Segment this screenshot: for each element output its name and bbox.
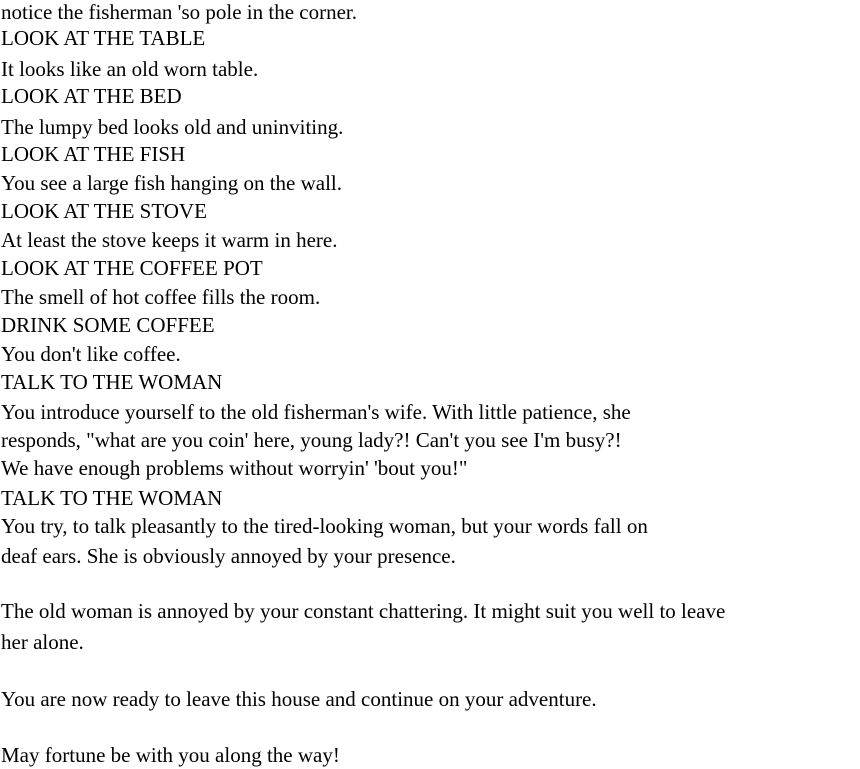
command-line: LOOK AT THE COFFEE POT bbox=[1, 256, 263, 280]
command-line: LOOK AT THE TABLE bbox=[1, 26, 206, 50]
narration-line: At least the stove keeps it warm in here. bbox=[1, 228, 338, 252]
narration-line: The smell of hot coffee fills the room. bbox=[1, 285, 321, 309]
command-line: LOOK AT THE STOVE bbox=[1, 199, 207, 223]
command-line: LOOK AT THE FISH bbox=[1, 142, 186, 166]
narration-line: The lumpy bed looks old and uninviting. bbox=[1, 115, 344, 139]
narration-line: You try, to talk pleasantly to the tired-looking woman, but your words fall on bbox=[1, 514, 648, 538]
narration-line: deaf ears. She is obviously annoyed by your presence. bbox=[1, 544, 456, 568]
narration-line: May fortune be with you along the way! bbox=[1, 743, 340, 767]
narration-line: It looks like an old worn table. bbox=[1, 57, 259, 81]
narration-line: You don't like coffee. bbox=[1, 342, 181, 366]
command-line: TALK TO THE WOMAN bbox=[1, 486, 223, 510]
narration-line: responds, "what are you coin' here, young lady?! Can't you see I'm busy?! bbox=[1, 428, 622, 452]
narration-line: You see a large fish hanging on the wall. bbox=[1, 171, 343, 195]
narration-line: notice the fisherman 'so pole in the corner. bbox=[1, 0, 358, 24]
narration-line: The old woman is annoyed by your constant chattering. It might suit you well to leave bbox=[1, 599, 726, 623]
command-line: DRINK SOME COFFEE bbox=[1, 313, 215, 337]
command-line: LOOK AT THE BED bbox=[1, 84, 182, 108]
narration-line: We have enough problems without worryin' 'bout you!" bbox=[1, 456, 468, 480]
narration-line: her alone. bbox=[1, 630, 84, 654]
narration-line: You are now ready to leave this house and continue on your adventure. bbox=[1, 687, 597, 711]
command-line: TALK TO THE WOMAN bbox=[1, 370, 223, 394]
narration-line: You introduce yourself to the old fisherman's wife. With little patience, she bbox=[1, 400, 631, 424]
